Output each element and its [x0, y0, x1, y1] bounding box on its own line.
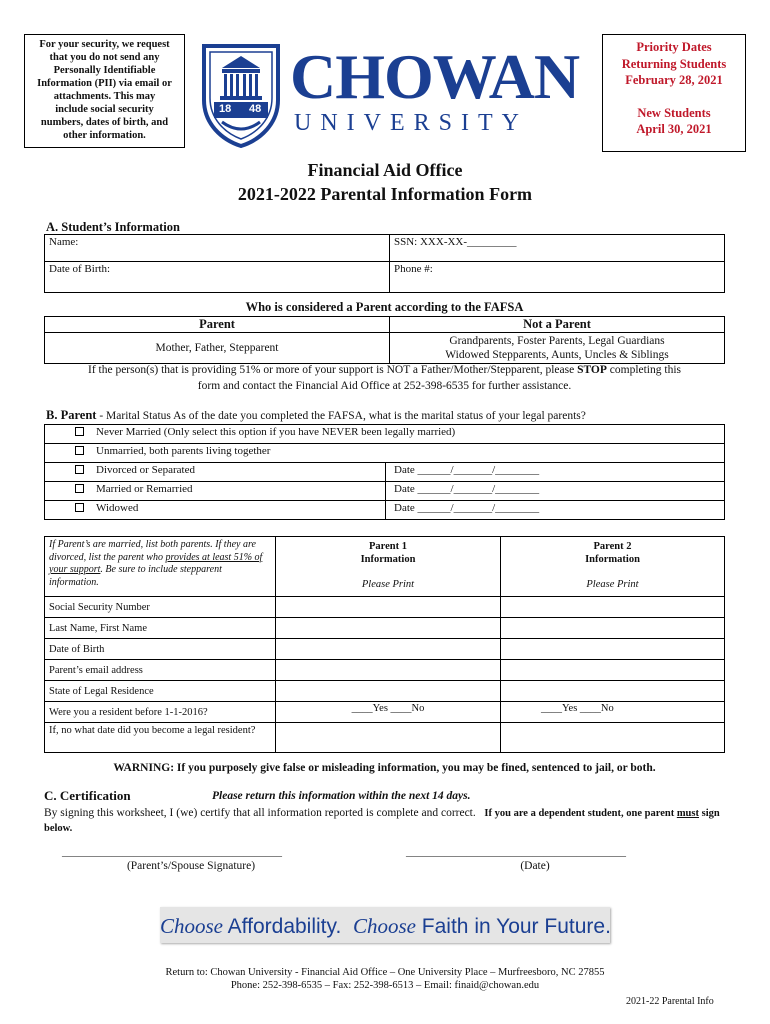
parent-info-intro [45, 537, 276, 597]
date-line[interactable]: ________________________________________ [406, 846, 626, 858]
checkbox[interactable] [75, 503, 84, 512]
date-field[interactable]: Date ______/_______/________ [386, 501, 725, 520]
row-label: Parent’s email address [45, 660, 276, 681]
parent1-field[interactable] [276, 639, 501, 660]
option-label: Never Married (Only select this option if you have NEVER been legally married) [96, 426, 456, 438]
intro-text: If Parent’s are married, list both parents. If they are divorced, list the parent who [49, 539, 256, 563]
parent2-field[interactable] [501, 681, 725, 702]
row-label: Date of Birth [45, 639, 276, 660]
not-parent-list [390, 333, 725, 364]
row-label: State of Legal Residence [45, 681, 276, 702]
not-parent-col-header: Not a Parent [390, 317, 725, 333]
choose-word: Choose [352, 914, 416, 938]
marital-option[interactable] [45, 425, 725, 444]
student-info-table [44, 234, 725, 293]
security-note-line: Personally Identifiable [53, 65, 156, 76]
note-stop: STOP [577, 364, 607, 376]
signature-line[interactable]: ________________________________________ [62, 846, 282, 858]
student-phone-label: Phone #: [394, 263, 433, 275]
parent-def-heading: Who is considered a Parent according to the FAFSA [245, 300, 524, 314]
parent2-field[interactable] [501, 723, 725, 753]
parent2-field[interactable] [501, 597, 725, 618]
date-field[interactable]: Date ______/_______/________ [386, 463, 725, 482]
option-label: Unmarried, both parents living together [96, 445, 271, 457]
parent1-field[interactable] [276, 618, 501, 639]
footer-tag: 2021-22 Parental Info [626, 996, 714, 1007]
not-parent-line: Widowed Stepparents, Aunts, Uncles & Siblings [445, 349, 669, 361]
parent1-header [276, 537, 501, 597]
dependent-note-b: sign below. [44, 808, 720, 834]
dependent-must: must [676, 808, 699, 819]
priority-title: Priority Dates [636, 40, 712, 54]
marital-option[interactable] [45, 482, 386, 501]
marital-option[interactable] [45, 501, 386, 520]
section-c-heading: C. Certification [44, 788, 131, 803]
priority-dates-box [602, 34, 746, 152]
logo-year-right: 48 [249, 103, 262, 115]
student-dob-label: Date of Birth: [49, 263, 111, 275]
form-title [0, 158, 770, 206]
office-title: Financial Aid Office [307, 160, 463, 180]
option-label: Divorced or Separated [96, 464, 195, 476]
signature-label: (Parent’s/Spouse Signature) [126, 860, 256, 872]
returning-label: Returning Students [621, 56, 727, 71]
option-label: Widowed [96, 502, 139, 514]
checkbox[interactable] [75, 484, 84, 493]
student-name-label: Name: [49, 236, 79, 248]
security-note-line: that you do not send any [49, 52, 160, 63]
parent2-field[interactable] [501, 639, 725, 660]
student-name-field[interactable] [45, 235, 390, 262]
security-note-line: include social security [55, 104, 154, 115]
please-print: Please Print [361, 579, 415, 590]
not-parent-line: Grandparents, Foster Parents, Legal Guardians [449, 335, 665, 347]
student-ssn-field[interactable] [390, 235, 725, 262]
banner-text: Faith in Your Future. [415, 915, 611, 938]
new-students-date: April 30, 2021 [636, 122, 712, 136]
parent2-header [501, 537, 725, 597]
logo-year-left: 18 [219, 103, 232, 115]
parent-def-table [44, 316, 725, 364]
return-note: Please return this information within the next 14 days. [212, 790, 471, 802]
student-ssn-label: SSN: XXX-XX-_________ [394, 236, 517, 248]
checkbox[interactable] [75, 446, 84, 455]
warning-text: WARNING: If you purposely give false or misleading information, you may be fined, sentenced to jail, or both. [113, 762, 656, 774]
marital-option[interactable] [45, 463, 386, 482]
intro-emphasis: provides at least 51% of your support [49, 551, 263, 575]
parent1-field[interactable] [276, 597, 501, 618]
please-print: Please Print [586, 579, 639, 590]
parent2-yes-no[interactable]: ____Yes ____No [501, 702, 725, 723]
footer-line: Return to: Chowan University - Financial Aid Office – One University Place – Murfreesboro, NC 27855 [165, 967, 605, 978]
row-label: Last Name, First Name [45, 618, 276, 639]
parent1-yes-no[interactable]: ____Yes ____No [276, 702, 501, 723]
returning-date: February 28, 2021 [625, 73, 723, 87]
section-a-heading: A. Student’s Information [46, 220, 180, 234]
marital-option[interactable] [45, 444, 725, 463]
parent1-field[interactable] [276, 660, 501, 681]
checkbox[interactable] [75, 465, 84, 474]
parent-def-note [44, 363, 725, 394]
row-label: Were you a resident before 1-1-2016? [45, 702, 276, 723]
university-logo [200, 41, 580, 150]
certification-text [44, 806, 734, 836]
marital-status-table [44, 424, 725, 520]
form-name: 2021-2022 Parental Information Form [237, 184, 533, 204]
intro-text: . Be sure to include stepparent information. [49, 564, 222, 588]
parent1-title: Parent 1 [368, 541, 407, 552]
footer-line: Phone: 252-398-6535 – Fax: 252-398-6513 – Email: finaid@chowan.edu [230, 980, 540, 991]
new-students-label: New Students [637, 105, 711, 120]
option-label: Married or Remarried [96, 483, 193, 495]
parent-info-table [44, 536, 725, 753]
shield-crest-icon [200, 42, 282, 148]
banner-text: Affordability. [223, 915, 342, 938]
security-note-line: Information (PII) via email or [37, 78, 172, 89]
parent-list: Mother, Father, Stepparent [45, 333, 390, 364]
parent1-field[interactable] [276, 723, 501, 753]
parent-col-header: Parent [45, 317, 390, 333]
choose-banner [160, 907, 610, 943]
parent2-field[interactable] [501, 618, 725, 639]
certification-body: By signing this worksheet, I (we) certify that all information reported is complete and correct. [44, 807, 476, 819]
parent2-sub: Information [585, 554, 640, 565]
section-b-desc: - Marital Status As of the date you completed the FAFSA, what is the marital status of your legal parents? [96, 410, 586, 422]
parent1-field[interactable] [276, 681, 501, 702]
date-label: (Date) [520, 860, 550, 872]
note-text: completing this [606, 364, 681, 376]
dependent-note-a: If you are a dependent student, one parent [484, 808, 677, 819]
security-note [24, 34, 185, 148]
date-field[interactable]: Date ______/_______/________ [386, 482, 725, 501]
security-note-line: attachments. This may [53, 91, 156, 102]
parent1-sub: Information [360, 554, 416, 565]
logo-university: UNIVERSITY [294, 110, 528, 136]
row-label: If, no what date did you become a legal resident? [45, 723, 276, 753]
footer-address [0, 966, 770, 992]
parent2-title: Parent 2 [593, 541, 632, 552]
security-note-line: other information. [63, 130, 146, 141]
checkbox[interactable] [75, 427, 84, 436]
choose-word: Choose [160, 914, 223, 938]
note-text: form and contact the Financial Aid Office at 252-398-6535 for further assistance. [197, 379, 572, 392]
student-phone-field[interactable] [390, 262, 725, 293]
security-note-line: numbers, dates of birth, and [40, 117, 169, 128]
student-dob-field[interactable] [45, 262, 390, 293]
section-b-heading [46, 408, 586, 423]
note-text: If the person(s) that is providing 51% or more of your support is NOT a Father/Mother/Stepparent, please [87, 364, 578, 376]
security-note-line: For your security, we request [39, 39, 170, 50]
row-label: Social Security Number [45, 597, 276, 618]
section-b-label: B. Parent [46, 408, 97, 422]
logo-name: CHOWAN [290, 41, 580, 112]
parent2-field[interactable] [501, 660, 725, 681]
